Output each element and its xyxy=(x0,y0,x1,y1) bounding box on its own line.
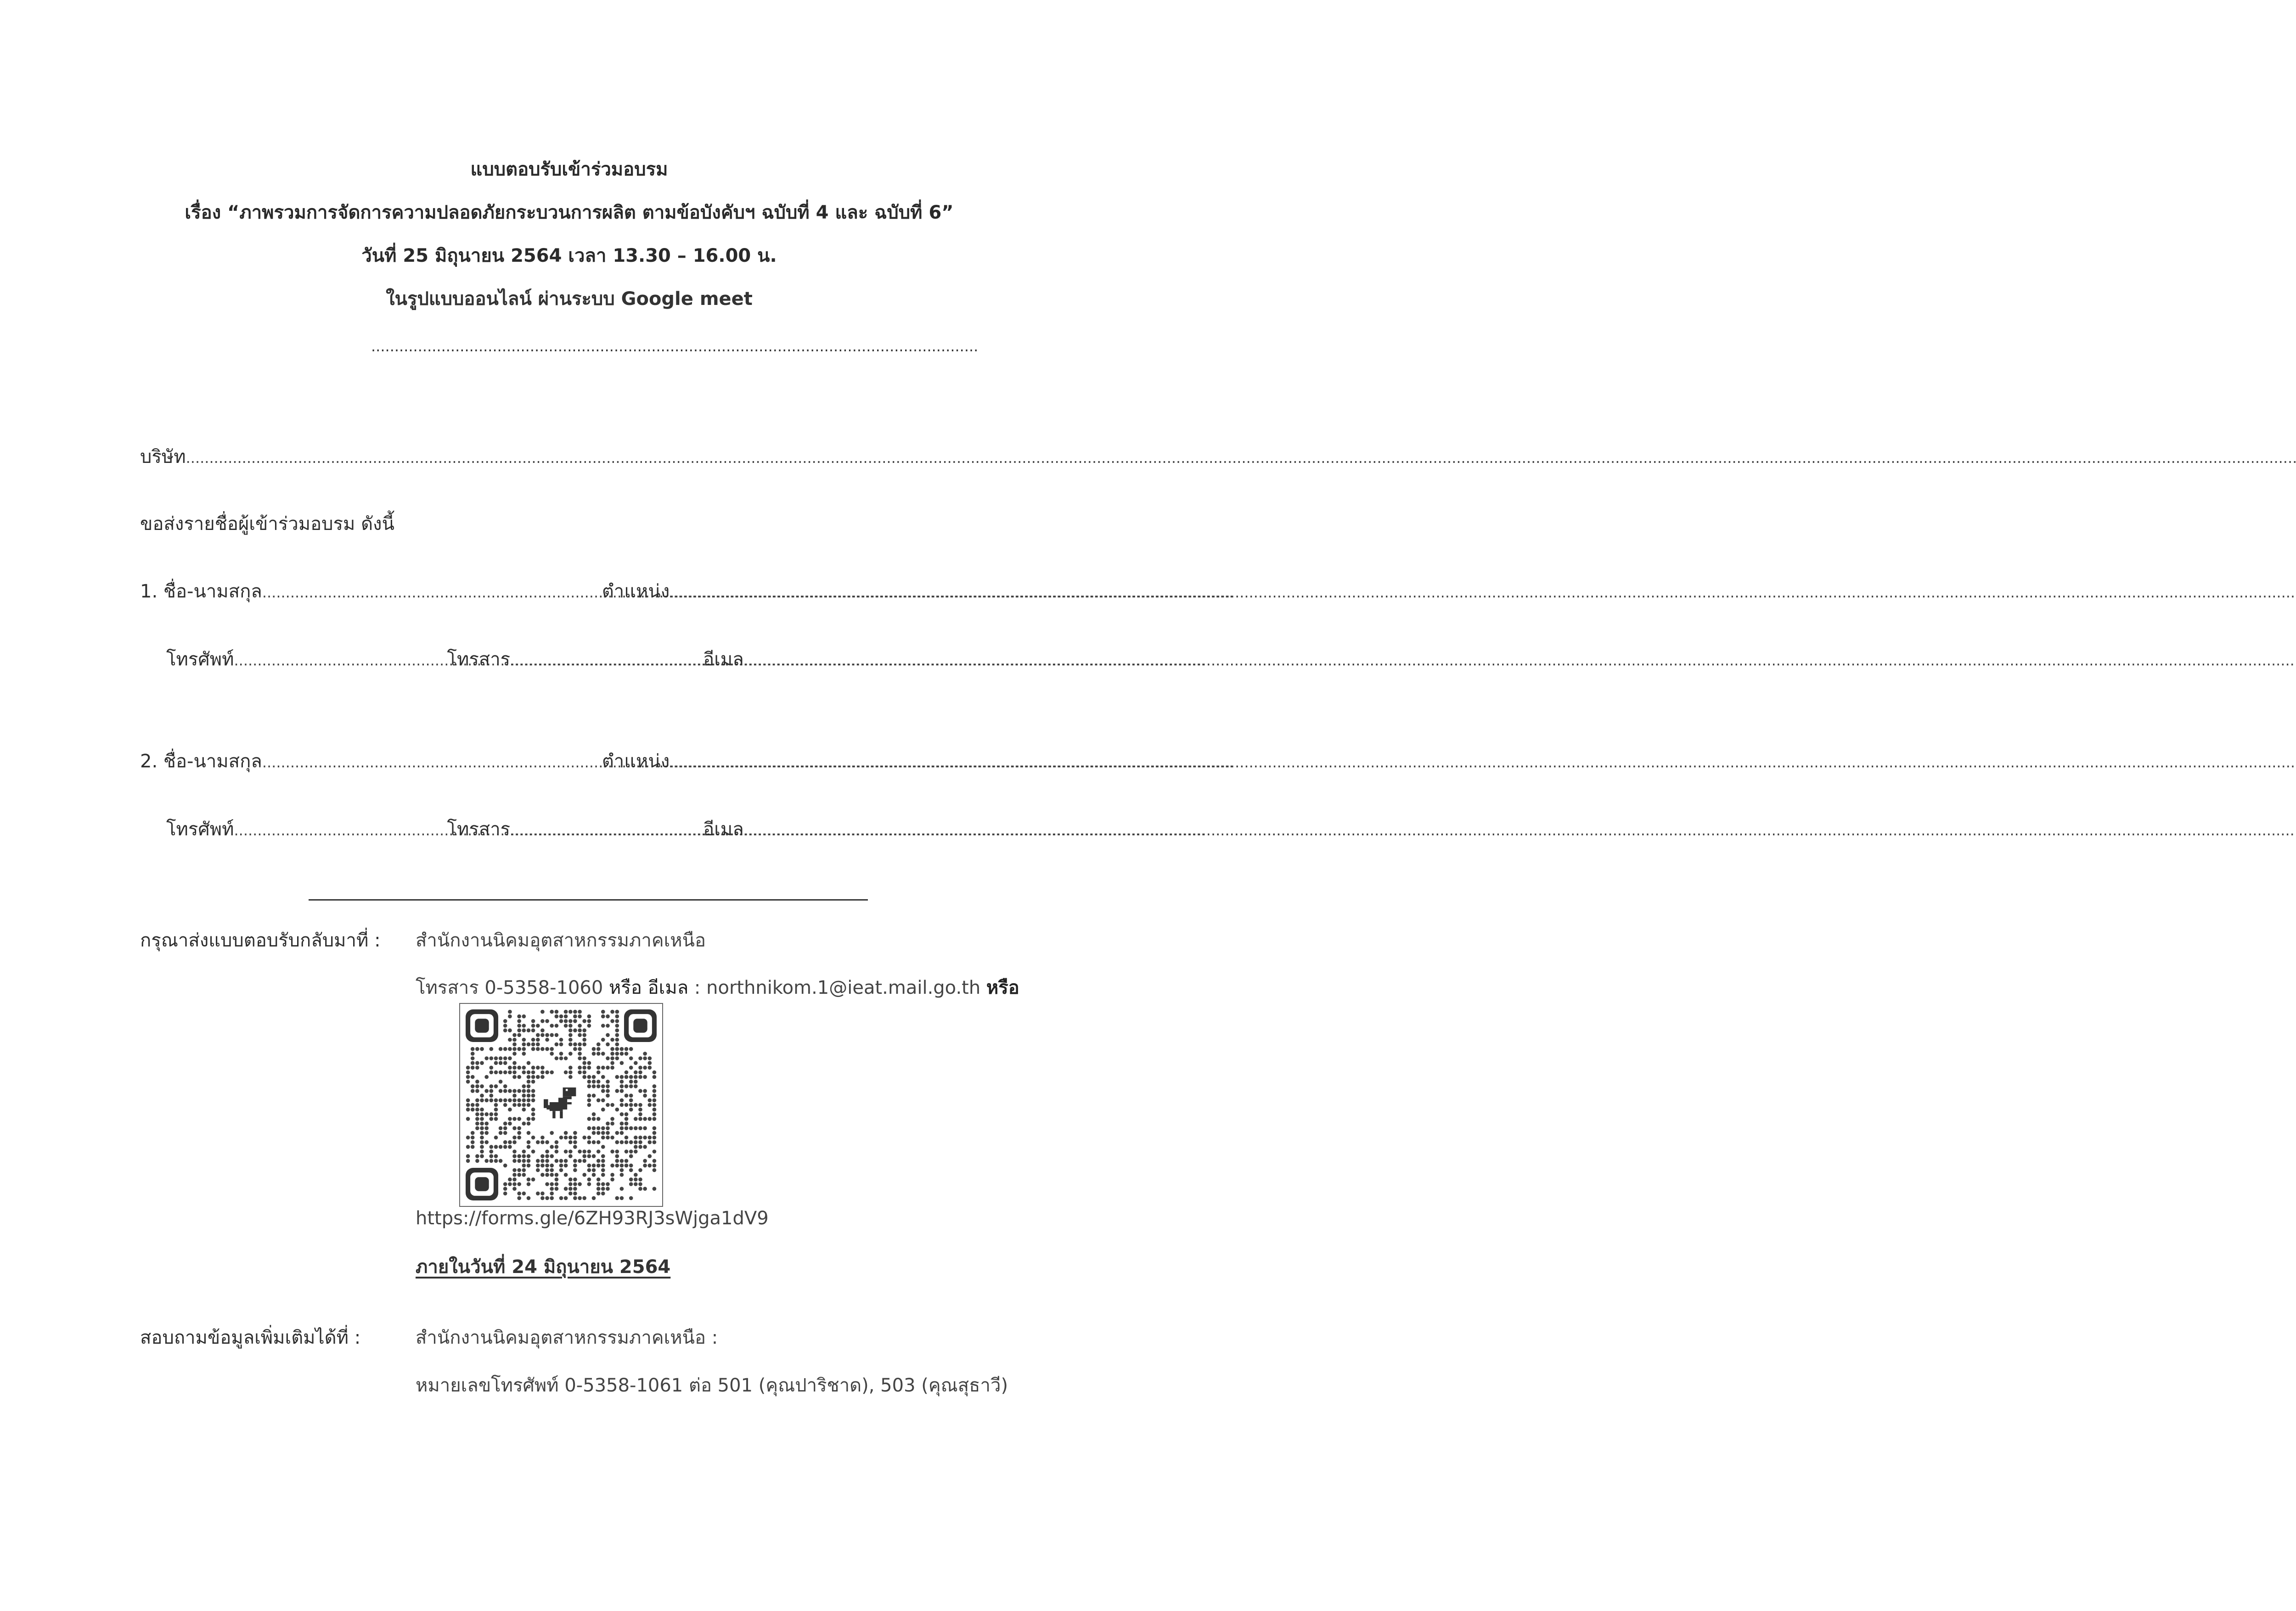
participant-2-contact-row xyxy=(166,814,993,844)
participant-1-name-dotted-line[interactable] xyxy=(262,584,602,601)
participant-1-email-dotted-line[interactable] xyxy=(744,652,2296,669)
submission-email-separator: : xyxy=(688,977,707,998)
form-mode: ในรูปแบบออนไลน์ ผ่านระบบ Google meet xyxy=(386,288,753,310)
participant-1-phone-dotted-line[interactable] xyxy=(234,652,440,669)
participant-2-fax-label: โทรสาร xyxy=(447,819,511,840)
participant-2-phone-label: โทรศัพท์ xyxy=(166,819,234,840)
inquiry-office: สำนักงานนิคมอุตสาหกรรมภาคเหนือ : xyxy=(416,1327,718,1348)
participant-2-phone-dotted-line[interactable] xyxy=(234,822,440,839)
submission-email-label: อีเมล xyxy=(647,977,689,998)
company-dotted-line[interactable] xyxy=(186,449,2296,467)
header-dotted-divider: .................................................................................................................................. xyxy=(371,338,979,355)
participants-intro: ขอส่งรายชื่อผู้เข้าร่วมอบรม ดังนี้ xyxy=(140,513,394,535)
form-subject: เรื่อง “ภาพรวมการจัดการความปลอดภัยกระบวนการผลิต ตามข้อบังคับฯ ฉบับที่ 4 และ ฉบับที่ 6” xyxy=(185,202,954,223)
participant-2-position-dotted-line[interactable] xyxy=(670,754,2296,771)
form-url[interactable]: https://forms.gle/6ZH93RJ3sWjga1dV9 xyxy=(416,1208,769,1229)
submission-fax: โทรสาร 0-5358-1060 xyxy=(416,977,603,998)
participant-1-fax-label: โทรสาร xyxy=(447,649,511,670)
qr-code-graphic xyxy=(460,1004,662,1206)
submission-email[interactable]: northnikom.1@ieat.mail.go.th xyxy=(706,977,981,998)
submission-label: กรุณาส่งแบบตอบรับกลับมาที่ : xyxy=(140,930,381,951)
participant-1-fax-dotted-line[interactable] xyxy=(510,652,703,669)
participant-1-phone-label: โทรศัพท์ xyxy=(166,649,234,670)
inquiry-phone: หมายเลขโทรศัพท์ 0-5358-1061 ต่อ 501 (คุณปาริชาด), 503 (คุณสุธาวี) xyxy=(416,1375,1008,1396)
participant-1-position-label: ตำแหน่ง xyxy=(602,581,670,602)
section-divider xyxy=(309,899,868,901)
form-date: วันที่ 25 มิถุนายน 2564 เวลา 13.30 – 16.00 น. xyxy=(361,245,777,266)
participant-2-name-label: 2. ชื่อ-นามสกุล xyxy=(140,751,262,772)
participant-2-name-dotted-line[interactable] xyxy=(262,754,602,771)
participant-1-contact-row xyxy=(166,644,993,674)
participant-1-position-dotted-line[interactable] xyxy=(670,584,2296,601)
submission-deadline: ภายในวันที่ 24 มิถุนายน 2564 xyxy=(416,1256,671,1278)
qr-code-icon[interactable] xyxy=(459,1003,663,1207)
inquiry-label: สอบถามข้อมูลเพิ่มเติมได้ที่ : xyxy=(140,1327,361,1348)
company-label: บริษัท xyxy=(140,446,186,468)
submission-or-1: หรือ xyxy=(609,977,642,998)
participant-2-email-label: อีเมล xyxy=(703,819,744,840)
participant-1-name-row xyxy=(140,576,1003,606)
participant-2-email-dotted-line[interactable] xyxy=(744,822,2296,839)
participant-1-email-label: อีเมล xyxy=(703,649,744,670)
participant-1-name-label: 1. ชื่อ-นามสกุล xyxy=(140,581,262,602)
participant-2-position-label: ตำแหน่ง xyxy=(602,751,670,772)
participant-2-fax-dotted-line[interactable] xyxy=(510,822,703,839)
participant-2-name-row xyxy=(140,746,1003,776)
company-field[interactable] xyxy=(140,442,1003,471)
form-title: แบบตอบรับเข้าร่วมอบรม xyxy=(470,159,668,180)
submission-contact-line xyxy=(416,973,1019,1002)
submission-or-2: หรือ xyxy=(986,977,1019,998)
submission-office: สำนักงานนิคมอุตสาหกรรมภาคเหนือ xyxy=(416,930,706,951)
